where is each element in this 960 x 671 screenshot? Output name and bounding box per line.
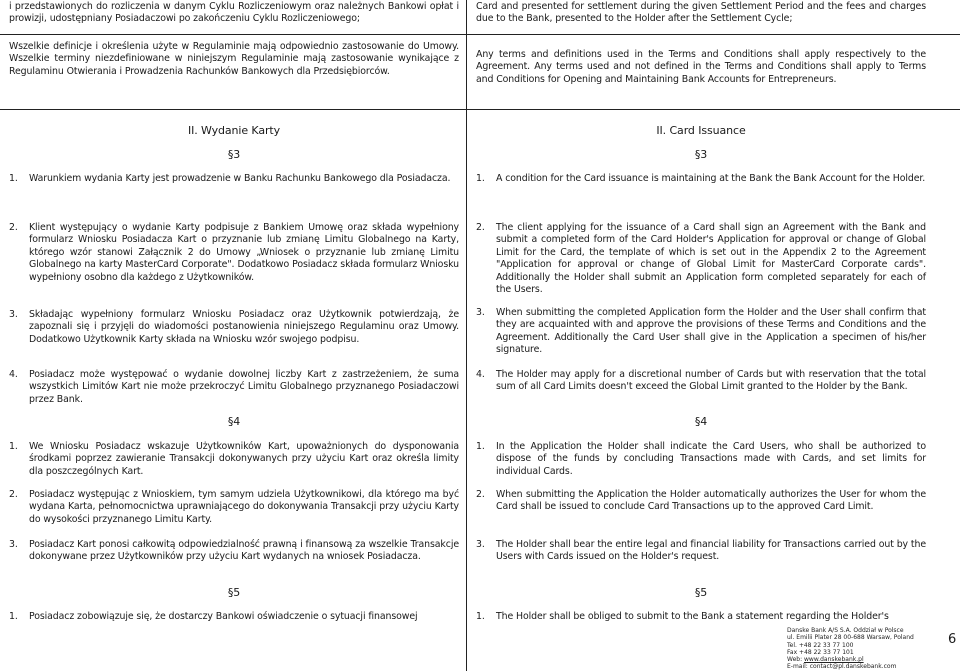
list-item (9, 489, 459, 526)
list-item (476, 611, 926, 623)
list-item (476, 222, 926, 296)
item-number: 1. (476, 441, 485, 452)
list-item (9, 173, 459, 185)
definitions-text: Any terms and definitions used in the Terms and Conditions shall apply respectively to the Agreement. Any terms used and not defined in the Terms and Conditions shall apply to Terms and Conditions for Opening and Maintaining Bank Accounts for Entrepreneurs. (476, 49, 926, 85)
item-text: We Wniosku Posiadacz wskazuje Użytkowników Kart, upoważnionych do dysponowania środkami poprzez zawieranie Transakcji dokonywanych przy użyciu Kart oraz określa limity dla poszczególnych Kart. (29, 441, 459, 477)
list-item (9, 539, 459, 564)
row-divider (0, 34, 960, 35)
item-text: Składając wypełniony formularz Wniosku Posiadacz oraz Użytkownik potwierdzają, że zapoznali się i przyjęli do wiadomości postanowienia niniejszego Regulaminu oraz Umowy. Dodatkowo Użytkownik Karty składa na Wniosku wzór swojego podpisu. (29, 309, 459, 345)
section-5-heading: §5 (694, 586, 708, 599)
item-number: 1. (476, 173, 485, 184)
item-text: The Holder may apply for a discretional number of Cards but with reservation that the total sum of all Card Limits doesn't exceed the Global Limit granted to the Holder by the Bank. (496, 369, 926, 393)
list-item (9, 441, 459, 478)
item-text: Posiadacz występując z Wnioskiem, tym samym udziela Użytkownikowi, dla którego ma być wydana Karta, pełnomocnictwa uprawniającego do dokonywania Transakcji przy użyciu Karty do wysokości przyznanego Limitu Karty. (29, 489, 459, 525)
item-number: 3. (9, 539, 18, 550)
footer-address: ul. Emilii Plater 28 00-688 Warsaw, Poland (787, 634, 914, 642)
list-item (9, 222, 459, 284)
list-item (476, 539, 926, 564)
chapter-title: II. Card Issuance (656, 124, 746, 137)
item-number: 1. (9, 173, 18, 184)
item-number: 3. (476, 539, 485, 550)
item-number: 3. (476, 307, 485, 318)
list-item (9, 611, 459, 623)
list-item (476, 307, 926, 357)
item-text: The Holder shall be obliged to submit to the Bank a statement regarding the Holder's (496, 611, 889, 622)
footer-web-link[interactable]: www.danskebank.pl (804, 656, 864, 664)
item-number: 1. (9, 611, 18, 622)
item-number: 1. (9, 441, 18, 452)
section-3-heading: §3 (227, 148, 241, 161)
column-divider (466, 0, 467, 671)
item-text: Posiadacz zobowiązuje się, że dostarczy Bankowi oświadczenie o sytuacji finansowej (29, 611, 418, 622)
footer-web (787, 656, 914, 663)
list-item (9, 309, 459, 346)
item-number: 2. (9, 489, 18, 500)
footer-email[interactable]: E-mail: contact@pl.danskebank.com (787, 663, 897, 671)
list-item (476, 441, 926, 478)
bank-footer (787, 627, 914, 671)
intro-text: i przedstawionych do rozliczenia w danym Cyklu Rozliczeniowym oraz należnych Bankowi opłat i prowizji, udostępniany Posiadaczowi po zakończeniu Cyklu Rozliczeniowego; (9, 1, 459, 25)
item-number: 1. (476, 611, 485, 622)
item-number: 4. (476, 369, 485, 380)
item-text: Klient występujący o wydanie Karty podpisuje z Bankiem Umowę oraz składa wypełniony formularz Wniosku Posiadacza Kart o przyznanie lub zmianę Limitu Globalnego na Karty, którego wzór stanowi Załącznik 2 do Umowy „Wniosek o przyznanie lub zmianę Limitu Globalnego na karty MasterCard Corporate". Dodatkowo Posiadacz składa formularz Wniosku wypełniony osobno dla każdego z Użytkowników. (29, 222, 459, 283)
page-number: 6 (948, 632, 957, 647)
item-text: In the Application the Holder shall indicate the Card Users, who shall be authorized to dispose of the funds by concluding Transactions made with Cards, and set limits for individual Cards. (496, 441, 926, 477)
item-number: 2. (9, 222, 18, 233)
item-text: Posiadacz może występować o wydanie dowolnej liczby Kart z zastrzeżeniem, że suma wszystkich Limitów Kart nie może przekroczyć Limitu Globalnego przyznanego Posiadaczowi przez Bank. (29, 369, 459, 405)
item-number: 2. (476, 222, 485, 233)
item-text: When submitting the completed Application form the Holder and the User shall confirm that they are acquainted with and approve the provisions of these Terms and Conditions and the Agreement. Additionally the Card User shall give in the Application a specimen of his/her signature. (496, 307, 926, 356)
row-divider (0, 109, 960, 110)
item-number: 3. (9, 309, 18, 320)
footer-fax: Fax +48 22 33 77 101 (787, 648, 854, 656)
list-item (476, 489, 926, 514)
list-item (9, 369, 459, 406)
footer-web-label: Web: (787, 656, 805, 664)
item-text: The client applying for the issuance of a Card shall sign an Agreement with the Bank and submit a completed form of the Card Holder's Application for approval or change of Global Limit for the Card, the template of which is set out in the Appendix 2 to the Agreement "Application for approval or change of Global Limit for MasterCard Corporate cards". Additionally the Holder shall submit an Application form completed separately for each of the Users. (496, 222, 926, 296)
chapter-title: II. Wydanie Karty (187, 124, 281, 137)
item-text: Posiadacz Kart ponosi całkowitą odpowiedzialność prawną i finansową za wszelkie Transakcje dokonywane przez Użytkowników przy użyciu Kart wydanych na wniosek Posiadacza. (29, 539, 459, 563)
section-4-heading: §4 (694, 415, 708, 428)
item-text: When submitting the Application the Holder automatically authorizes the User for whom the Card shall be issued to conclude Card Transactions up to the approved Card Limit. (496, 489, 926, 513)
item-number: 2. (476, 489, 485, 500)
item-number: 4. (9, 369, 18, 380)
footer-bank-name: Danske Bank A/S S.A. Oddział w Polsce (787, 627, 904, 634)
item-text: The Holder shall bear the entire legal and financial liability for Transactions carried out by the Users with Cards issued on the Holder's request. (496, 539, 926, 563)
item-text: A condition for the Card issuance is maintaining at the Bank the Bank Account for the Holder. (496, 173, 926, 184)
section-5-heading: §5 (227, 586, 241, 599)
definitions-text: Wszelkie definicje i określenia użyte w Regulaminie mają odpowiednio zastosowanie do Umowy. Wszelkie terminy niezdefiniowane w niniejszym Regulaminie mają zastosowanie wynikające z Regulaminu Otwierania i Prowadzenia Rachunków Bankowych dla Przedsiębiorców. (9, 41, 459, 77)
section-4-heading: §4 (227, 415, 241, 428)
list-item (476, 369, 926, 394)
list-item (476, 173, 926, 185)
item-text: Warunkiem wydania Karty jest prowadzenie w Banku Rachunku Bankowego dla Posiadacza. (29, 173, 451, 184)
section-3-heading: §3 (694, 148, 708, 161)
footer-phone: Tel. +48 22 33 77 100 (787, 641, 854, 649)
intro-text: Card and presented for settlement during the given Settlement Period and the fees and charges due to the Bank, presented to the Holder after the Settlement Cycle; (476, 1, 926, 25)
